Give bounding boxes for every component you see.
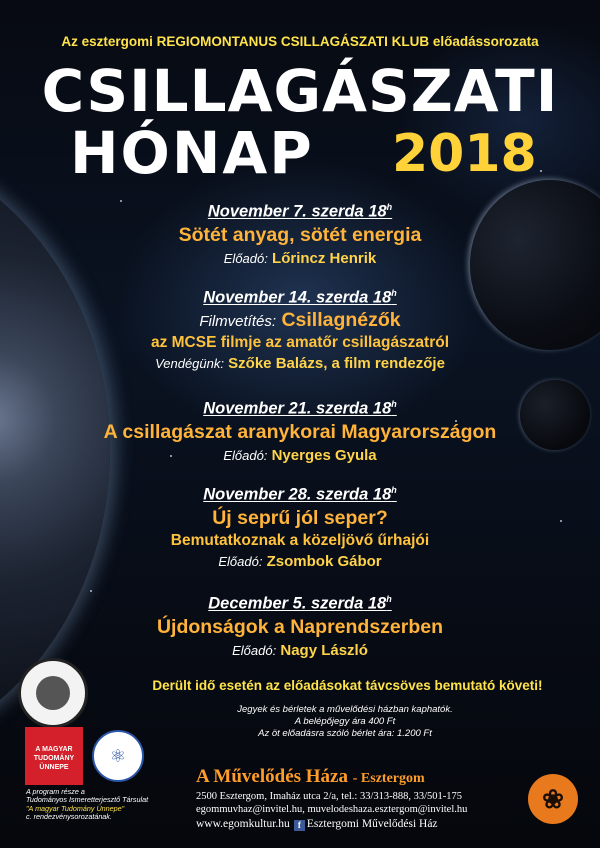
event-date: November 21. szerda 18$^h$ [203, 399, 397, 418]
star [540, 170, 542, 172]
event-talk: Sötét anyag, sötét energia [178, 223, 422, 246]
event-talk: Újdonságok a Naprendszerben [156, 615, 444, 638]
telescope-note: Derült idő esetén az előadásokat távcsöves bemutató követi! [152, 678, 543, 693]
event-speaker: Előadó: Nyerges Gyula [223, 446, 377, 464]
program-line: Tudományos Ismeretterjesztő Társulat [26, 795, 149, 805]
year: 2018 [392, 124, 537, 184]
event-date: November 28. szerda 18$^h$ [203, 485, 397, 504]
event-speaker: Vendégünk: Szőke Balázs, a film rendezője [155, 354, 445, 372]
club-logo-emblem [36, 676, 70, 710]
event-talk: A csillagászat aranykorai Magyarországon [103, 420, 497, 443]
event-subtitle: az MCSE filmje az amatőr csillagászatról [150, 333, 450, 351]
event-speaker: Előadó: Lőrincz Henrik [223, 249, 377, 267]
facebook-link[interactable]: Esztergomi Művelődési Ház [306, 818, 438, 830]
event-date: November 7. szerda 18$^h$ [207, 202, 393, 221]
event-date: November 14. szerda 18$^h$ [203, 288, 397, 307]
venue-web [196, 818, 438, 831]
web-link[interactable]: www.egomkultur.hu [196, 818, 290, 830]
title-line2: HÓNAP [70, 119, 314, 187]
event-speaker: Előadó: Nagy László [232, 641, 368, 659]
club-logo [18, 658, 88, 728]
program-line: A program része a [26, 787, 85, 796]
title-line1: CSILLAGÁSZATI [41, 57, 559, 125]
event-talk: Filmvetítés: Csillagnézők [199, 308, 401, 331]
event-subtitle: Bemutatkoznak a közeljövő űrhajói [170, 531, 430, 549]
event-3 [0, 399, 600, 464]
clover-icon: ❀ [542, 783, 564, 814]
event-2 [0, 288, 600, 372]
mtu-logo: A MAGYAR TUDOMÁNY ÜNNEPE [25, 727, 83, 785]
program-line: c. rendezvénysorozatának. [26, 812, 112, 822]
program-credit [26, 788, 196, 822]
event-1 [0, 202, 600, 267]
program-line: "A magyar Tudomány Ünnepe" [26, 803, 125, 813]
event-4 [0, 485, 600, 570]
event-5 [0, 594, 600, 659]
ticket-line: A belépőjegy ára 400 Ft [294, 716, 396, 727]
microscope-icon: ⚛ [109, 745, 127, 766]
star [90, 590, 92, 592]
series-line: Az esztergomi REGIOMONTANUS CSILLAGÁSZATI KLUB előadássorozata [61, 34, 539, 49]
facebook-icon: f [294, 820, 305, 831]
venue-logo [528, 774, 578, 824]
ticket-info [95, 704, 595, 740]
event-date: December 5. szerda 18$^h$ [208, 594, 392, 613]
venue-title: A Művelődés Háza - Esztergom [196, 766, 425, 787]
event-speaker: Előadó: Zsombok Gábor [218, 552, 382, 570]
ticket-line: Jegyek és bérletek a művelődési házban kaphatók. [237, 704, 453, 715]
venue-emails[interactable]: egommuvhaz@invitel.hu, muvelodeshaza.esztergom@invitel.hu [196, 804, 468, 815]
ticket-line: Az öt előadásra szóló bérlet ára: 1.200 Ft [258, 728, 432, 739]
venue-address: 2500 Esztergom, Imaház utca 2/a, tel.: 33/313-888, 33/501-175 [196, 791, 463, 802]
event-talk: Új seprű jól seper? [212, 506, 388, 529]
tit-logo [92, 730, 144, 782]
